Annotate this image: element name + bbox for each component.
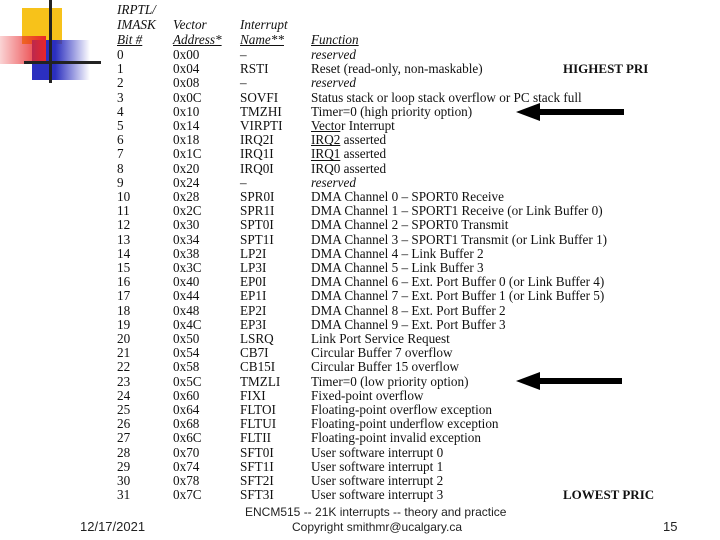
cell-function: User software interrupt 1	[311, 458, 444, 474]
header-name: Name**	[240, 32, 284, 47]
function-text: asserted	[340, 132, 387, 148]
cell-function: Status stack or loop stack overflow or PC stack full	[311, 89, 582, 105]
cell-bit: 22	[117, 359, 131, 375]
header-address: Address*	[173, 32, 222, 47]
cell-name: –	[240, 174, 247, 190]
cell-bit: 7	[117, 146, 124, 162]
lowest-priority-label: LOWEST PRIC	[563, 487, 655, 502]
cell-function: User software interrupt 3	[311, 487, 444, 503]
cell-bit: 3	[117, 89, 124, 105]
cell-bit: 9	[117, 174, 124, 190]
footer-date: 12/17/2021	[80, 519, 146, 534]
cell-bit: 25	[117, 402, 131, 417]
cell-name: SPR1I	[240, 203, 275, 219]
cell-name: LP3I	[240, 260, 267, 275]
cell-function: DMA Channel 6 – Ext. Port Buffer 0 (or Link Buffer 4)	[311, 274, 605, 290]
cell-function: reserved	[311, 75, 356, 91]
slide-logo	[0, 0, 110, 90]
cell-addr: 0x1C	[173, 146, 202, 162]
cell-function: DMA Channel 1 – SPORT1 Receive (or Link Buffer 0)	[311, 203, 603, 219]
cell-addr: 0x0C	[173, 89, 202, 105]
cell-function: DMA Channel 5 – Link Buffer 3	[311, 260, 484, 275]
cell-function: reserved	[311, 47, 356, 62]
cell-name: EP3I	[240, 316, 267, 332]
cell-function	[311, 162, 386, 176]
cell-bit: 18	[117, 302, 131, 318]
cell-name: SOVFI	[240, 89, 279, 105]
signal-name: IRQ0	[311, 160, 341, 176]
cell-bit: 28	[117, 444, 131, 460]
cell-addr: 0x20	[173, 160, 200, 176]
cell-function: Timer=0 (low priority option)	[311, 373, 469, 389]
page-number: 15	[663, 519, 678, 534]
cell-bit: 11	[117, 203, 130, 219]
cell-addr: 0x40	[173, 274, 200, 290]
cell-function: User software interrupt 0	[311, 444, 444, 460]
cell-name: LSRQ	[240, 331, 274, 346]
cell-function: DMA Channel 8 – Ext. Port Buffer 2	[311, 302, 506, 318]
cell-name: EP1I	[240, 288, 267, 304]
cell-addr: 0x54	[173, 345, 200, 361]
cell-addr: 0x5C	[173, 373, 202, 389]
cell-function: Vector Interrupt	[311, 118, 395, 133]
cell-name: SFT1I	[240, 458, 274, 474]
cell-name: FLTOI	[240, 402, 276, 417]
cell-name: SPT1I	[240, 231, 274, 247]
cell-addr: 0x30	[173, 217, 200, 233]
cell-addr: 0x60	[173, 387, 200, 403]
cell-bit: 23	[117, 373, 131, 389]
header-irptl: IRPTL/	[117, 2, 156, 17]
cell-function: Floating-point underflow exception	[311, 416, 499, 432]
footer-copyright: Copyright smithmr@ucalgary.ca	[292, 520, 463, 534]
cell-name: –	[240, 47, 247, 62]
cell-bit: 19	[117, 316, 131, 332]
cell-function: Floating-point overflow exception	[311, 402, 492, 417]
cell-addr: 0x34	[173, 231, 200, 247]
cell-addr: 0x10	[173, 103, 200, 119]
cell-function: DMA Channel 3 – SPORT1 Transmit (or Link Buffer 1)	[311, 231, 608, 247]
cell-addr: 0x58	[173, 359, 200, 375]
cell-bit: 15	[117, 260, 131, 275]
cell-function: User software interrupt 2	[311, 473, 444, 488]
cell-bit: 17	[117, 288, 131, 304]
cell-bit: 6	[117, 132, 124, 148]
cell-bit: 21	[117, 345, 131, 361]
cell-function: DMA Channel 4 – Link Buffer 2	[311, 245, 484, 261]
cell-name: IRQ2I	[240, 132, 274, 148]
cell-bit: 10	[117, 189, 131, 204]
cell-addr: 0x48	[173, 302, 200, 318]
cell-bit: 29	[117, 458, 131, 474]
cell-name: FLTII	[240, 430, 272, 446]
function-text: asserted	[340, 160, 387, 176]
cell-name: –	[240, 75, 247, 91]
header-interrupt: Interrupt	[240, 17, 288, 32]
cell-function: DMA Channel 2 – SPORT0 Transmit	[311, 217, 509, 233]
cell-addr: 0x50	[173, 331, 200, 346]
cell-addr: 0x04	[173, 61, 200, 77]
cell-function: Timer=0 (high priority option)	[311, 103, 473, 119]
cell-name: TMZLI	[240, 373, 281, 389]
header-bit: Bit #	[117, 32, 143, 47]
cell-function: DMA Channel 0 – SPORT0 Receive	[311, 189, 504, 204]
cell-addr: 0x74	[173, 458, 200, 474]
cell-addr: 0x44	[173, 288, 200, 304]
header-imask: IMASK	[117, 17, 156, 32]
cell-bit: 24	[117, 387, 131, 403]
cell-function: Circular Buffer 15 overflow	[311, 359, 460, 375]
cell-bit: 1	[117, 61, 124, 77]
cell-name: IRQ0I	[240, 160, 274, 176]
cell-addr: 0x78	[173, 473, 200, 488]
cell-addr: 0x64	[173, 402, 200, 417]
cell-bit: 8	[117, 160, 124, 176]
cell-function	[311, 147, 386, 161]
signal-name: IRQ1	[311, 146, 341, 162]
cell-bit: 26	[117, 416, 131, 432]
cell-addr: 0x14	[173, 118, 200, 133]
cell-function: reserved	[311, 174, 356, 190]
cell-addr: 0x68	[173, 416, 200, 432]
cell-name: TMZHI	[240, 103, 282, 119]
cell-name: CB15I	[240, 359, 276, 375]
header-vector: Vector	[173, 17, 207, 32]
header-function: Function	[311, 32, 359, 47]
cell-name: RSTI	[240, 61, 269, 77]
cell-name: SPR0I	[240, 189, 275, 204]
cell-addr: 0x28	[173, 189, 200, 204]
cell-addr: 0x70	[173, 444, 200, 460]
cell-name: SFT0I	[240, 444, 274, 460]
cell-name: FIXI	[240, 387, 266, 403]
arrow-left-icon	[538, 109, 624, 115]
cell-name: SPT0I	[240, 217, 274, 233]
cell-addr: 0x38	[173, 245, 200, 261]
cell-name: EP2I	[240, 302, 267, 318]
cell-addr: 0x4C	[173, 316, 202, 332]
cell-function: Reset (read-only, non-maskable)	[311, 61, 483, 77]
cell-addr: 0x7C	[173, 487, 202, 503]
footer-title: ENCM515 -- 21K interrupts -- theory and practice	[245, 505, 507, 519]
cell-function: Fixed-point overflow	[311, 387, 424, 403]
cell-name: SFT3I	[240, 487, 274, 503]
cell-bit: 20	[117, 331, 131, 346]
cell-name: EP0I	[240, 274, 267, 290]
cell-name: FLTUI	[240, 416, 277, 432]
cell-addr: 0x08	[173, 75, 200, 91]
signal-name: IRQ2	[311, 132, 341, 148]
cell-name: CB7I	[240, 345, 269, 361]
cell-bit: 14	[117, 245, 131, 261]
cell-addr: 0x00	[173, 47, 200, 62]
cell-bit: 12	[117, 217, 131, 233]
cell-bit: 30	[117, 473, 131, 488]
cell-addr: 0x2C	[173, 203, 202, 219]
cell-name: LP2I	[240, 245, 267, 261]
cell-bit: 13	[117, 231, 131, 247]
highest-priority-label: HIGHEST PRI	[563, 61, 649, 76]
cell-function: Circular Buffer 7 overflow	[311, 345, 453, 361]
cell-bit: 5	[117, 118, 124, 133]
function-text: asserted	[340, 146, 387, 162]
cell-function: DMA Channel 7 – Ext. Port Buffer 1 (or Link Buffer 5)	[311, 288, 605, 304]
cell-bit: 16	[117, 274, 131, 290]
cell-bit: 31	[117, 487, 131, 503]
cell-function: Floating-point invalid exception	[311, 430, 481, 446]
cell-bit: 4	[117, 103, 124, 119]
cell-bit: 27	[117, 430, 131, 446]
cell-addr: 0x24	[173, 174, 200, 190]
cell-addr: 0x6C	[173, 430, 202, 446]
cell-bit: 2	[117, 75, 124, 91]
cell-name: VIRPTI	[240, 118, 283, 133]
arrow-left-icon	[538, 378, 622, 384]
cell-bit: 0	[117, 47, 124, 62]
cell-addr: 0x3C	[173, 260, 202, 275]
cell-name: SFT2I	[240, 473, 274, 488]
cell-name: IRQ1I	[240, 146, 274, 162]
cell-function: Link Port Service Request	[311, 331, 450, 346]
cell-addr: 0x18	[173, 132, 200, 148]
cell-function: DMA Channel 9 – Ext. Port Buffer 3	[311, 316, 506, 332]
